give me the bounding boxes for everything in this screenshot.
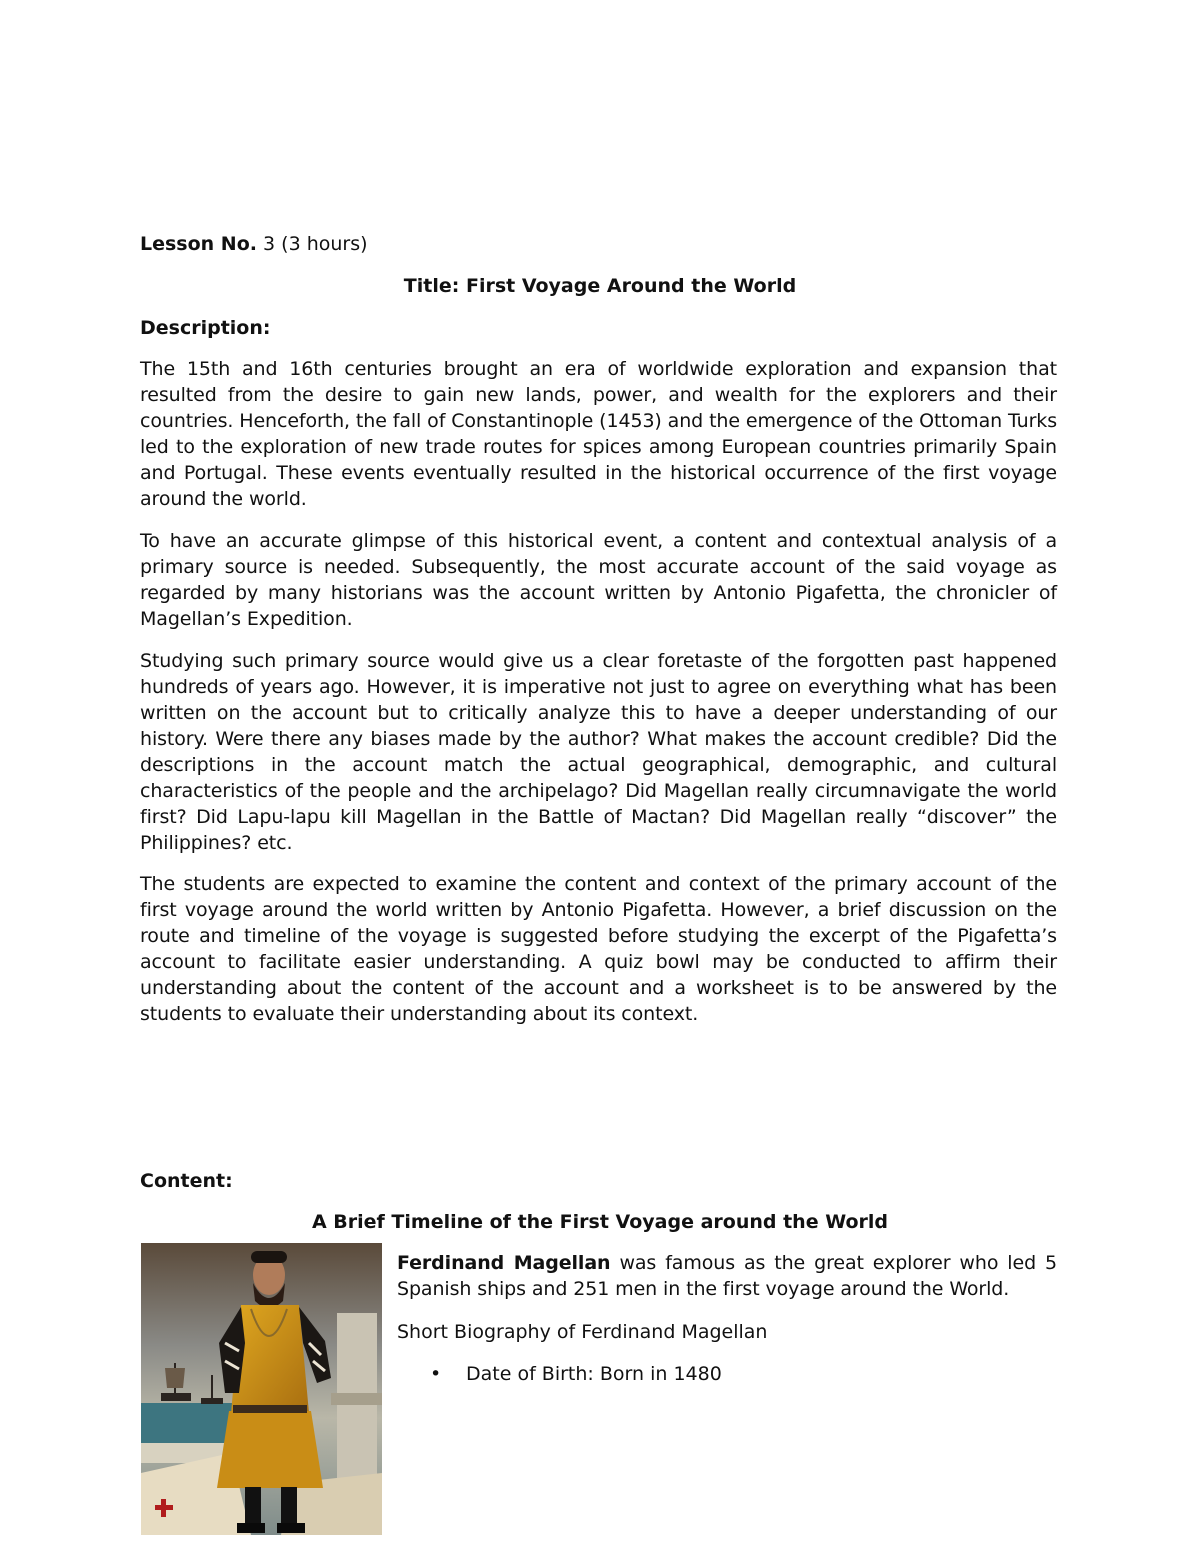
lesson-label: Lesson No.: [140, 233, 257, 255]
bio-bullet-item: [430, 1361, 722, 1387]
lesson-number: [140, 231, 368, 257]
paragraph-1: The 15th and 16th centuries brought an era of worldwide exploration and expansion that resulted from the desire to gain new lands, power, and wealth for the explorers and their countries. Henceforth, the fall of Constantinople (1453) and the emergence of the Ottoman Turks led to the exploration of new trade routes for spices among European countries primarily Spain and Portugal. These events eventually resulted in the historical occurrence of the first voyage around the world.: [140, 358, 1057, 510]
page-title: Title: First Voyage Around the World: [403, 275, 797, 297]
paragraph-4: The students are expected to examine the content and context of the primary account of the first voyage around the world written by Antonio Pigafetta. However, a brief discussion on the route and timeline of the voyage is suggested before studying the excerpt of the Pigafetta’s account to facilitate easier understanding. A quiz bowl may be conducted to affirm their understanding about the content of the account and a worksheet is to be answered by the students to evaluate their understanding about its context.: [140, 873, 1057, 1025]
lesson-value: 3 (3 hours): [256, 233, 368, 255]
magellan-portrait-image: [141, 1243, 382, 1535]
content-heading: Content:: [140, 1170, 233, 1192]
description-heading: Description:: [140, 317, 271, 339]
magellan-name: Ferdinand Magellan: [397, 1252, 611, 1274]
magellan-bio-text: was famous as the great explorer who led 5 Spanish ships and 251 men in the first voyage around the World.: [397, 1252, 1057, 1300]
bullet-icon: •: [430, 1363, 442, 1385]
magellan-bio-paragraph: [397, 1250, 1057, 1302]
bio-bullet-text: Date of Birth: Born in 1480: [466, 1363, 722, 1385]
paragraph-3: Studying such primary source would give us a clear foretaste of the forgotten past happened hundreds of years ago. However, it is imperative not just to agree on everything what has been written on the account but to critically analyze this to have a deeper understanding of our history. Were there any biases made by the author? What makes the account credible? Did the descriptions in the account match the actual geographical, demographic, and cultural characteristics of the people and the archipelago? Did Magellan really circumnavigate the world first? Did Lapu-lapu kill Magellan in the Battle of Mactan? Did Magellan really “discover” the Philippines? etc.: [140, 650, 1057, 854]
timeline-heading: A Brief Timeline of the First Voyage around the World: [311, 1211, 889, 1233]
short-bio-heading: Short Biography of Ferdinand Magellan: [397, 1321, 768, 1343]
paragraph-2: To have an accurate glimpse of this historical event, a content and contextual analysis of a primary source is needed. Subsequently, the most accurate account of the said voyage as regarded by many historians was the account written by Antonio Pigafetta, the chronicler of Magellan’s Expedition.: [140, 530, 1057, 630]
